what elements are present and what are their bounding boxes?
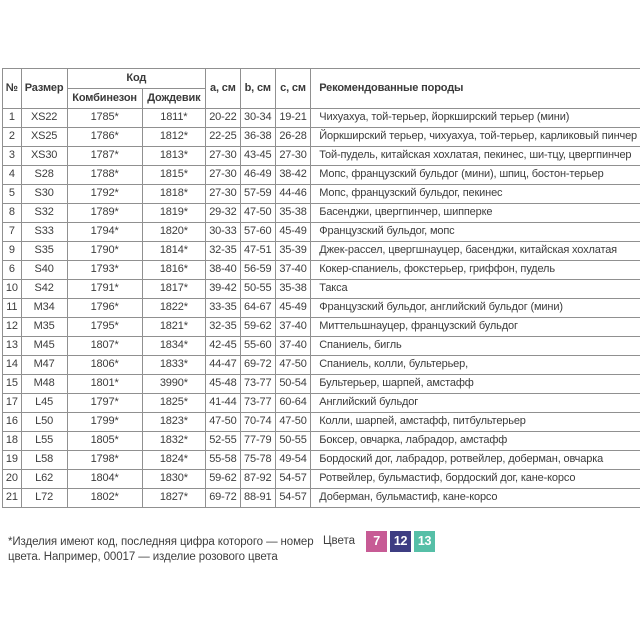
cell-breeds: Такса [311,280,640,299]
cell-size: XS30 [21,147,67,166]
table-header [3,69,640,109]
table-row [3,242,640,261]
cell-c: 37-40 [275,318,310,337]
cell-size: L58 [21,451,67,470]
table-row [3,470,640,489]
cell-b: 77-79 [240,432,275,451]
table-row [3,413,640,432]
cell-raincoat: 1827* [142,489,205,508]
cell-a: 52-55 [206,432,241,451]
cell-raincoat: 1833* [142,356,205,375]
cell-num: 2 [3,128,22,147]
cell-breeds: Английский бульдог [311,394,640,413]
cell-c: 60-64 [275,394,310,413]
cell-num: 19 [3,451,22,470]
cell-c: 45-49 [275,223,310,242]
cell-size: L55 [21,432,67,451]
table-row [3,223,640,242]
cell-raincoat: 1820* [142,223,205,242]
cell-c: 37-40 [275,261,310,280]
cell-a: 29-32 [206,204,241,223]
cell-breeds: Спаниель, бигль [311,337,640,356]
cell-num: 7 [3,223,22,242]
cell-size: M45 [21,337,67,356]
col-header-num: № [3,69,22,109]
table-body [3,109,640,508]
table-row [3,299,640,318]
cell-a: 45-48 [206,375,241,394]
cell-breeds: Боксер, овчарка, лабрадор, амстафф [311,432,640,451]
col-header-b: b, см [240,69,275,109]
cell-c: 47-50 [275,413,310,432]
cell-raincoat: 1819* [142,204,205,223]
cell-jumpsuit: 1788* [67,166,142,185]
cell-c: 19-21 [275,109,310,128]
cell-num: 1 [3,109,22,128]
cell-c: 26-28 [275,128,310,147]
cell-c: 35-38 [275,204,310,223]
cell-b: 43-45 [240,147,275,166]
footnote [8,535,320,565]
table-row [3,128,640,147]
cell-a: 69-72 [206,489,241,508]
cell-raincoat: 1832* [142,432,205,451]
cell-a: 47-50 [206,413,241,432]
table-row [3,451,640,470]
cell-b: 50-55 [240,280,275,299]
cell-num: 17 [3,394,22,413]
cell-raincoat: 1815* [142,166,205,185]
cell-c: 50-54 [275,375,310,394]
col-header-code-group: Код [67,69,206,89]
cell-num: 11 [3,299,22,318]
cell-raincoat: 1825* [142,394,205,413]
table-row [3,375,640,394]
cell-jumpsuit: 1807* [67,337,142,356]
cell-size: M35 [21,318,67,337]
cell-b: 46-49 [240,166,275,185]
cell-raincoat: 3990* [142,375,205,394]
cell-raincoat: 1830* [142,470,205,489]
cell-breeds: Ротвейлер, бульмастиф, бордоский дог, кане-корсо [311,470,640,489]
cell-jumpsuit: 1804* [67,470,142,489]
cell-jumpsuit: 1792* [67,185,142,204]
cell-jumpsuit: 1793* [67,261,142,280]
cell-b: 47-50 [240,204,275,223]
cell-c: 45-49 [275,299,310,318]
cell-size: L72 [21,489,67,508]
cell-jumpsuit: 1796* [67,299,142,318]
cell-breeds: Бордоский дог, лабрадор, ротвейлер, доберман, овчарка [311,451,640,470]
cell-size: S30 [21,185,67,204]
cell-jumpsuit: 1791* [67,280,142,299]
cell-c: 38-42 [275,166,310,185]
cell-num: 18 [3,432,22,451]
cell-num: 13 [3,337,22,356]
color-chip-7: 7 [366,531,387,552]
cell-c: 54-57 [275,470,310,489]
cell-jumpsuit: 1805* [67,432,142,451]
table-row [3,166,640,185]
cell-size: S40 [21,261,67,280]
cell-a: 42-45 [206,337,241,356]
cell-b: 73-77 [240,394,275,413]
col-header-jumpsuit: Комбинезон [67,89,142,109]
footnote-line-2: цвета. Например, 00017 — изделие розового цвета [8,551,278,563]
cell-jumpsuit: 1785* [67,109,142,128]
cell-jumpsuit: 1806* [67,356,142,375]
cell-jumpsuit: 1790* [67,242,142,261]
cell-jumpsuit: 1794* [67,223,142,242]
cell-raincoat: 1813* [142,147,205,166]
cell-jumpsuit: 1786* [67,128,142,147]
cell-breeds: Бультерьер, шарпей, амстафф [311,375,640,394]
cell-breeds: Французский бульдог, мопс [311,223,640,242]
cell-num: 20 [3,470,22,489]
cell-c: 50-55 [275,432,310,451]
cell-raincoat: 1824* [142,451,205,470]
cell-size: L50 [21,413,67,432]
cell-num: 8 [3,204,22,223]
cell-jumpsuit: 1787* [67,147,142,166]
table-row [3,337,640,356]
cell-b: 88-91 [240,489,275,508]
cell-breeds: Чихуахуа, той-терьер, йоркширский терьер (мини) [311,109,640,128]
cell-breeds: Колли, шарпей, амстафф, питбультерьер [311,413,640,432]
cell-breeds: Йоркширский терьер, чихуахуа, той-терьер, карликовый пинчер [311,128,640,147]
cell-raincoat: 1818* [142,185,205,204]
table-row [3,109,640,128]
cell-b: 59-62 [240,318,275,337]
table-row [3,185,640,204]
cell-breeds: Миттельшнауцер, французский бульдог [311,318,640,337]
cell-raincoat: 1811* [142,109,205,128]
col-header-raincoat: Дождевик [142,89,205,109]
cell-breeds: Мопс, французский бульдог, пекинес [311,185,640,204]
table-row [3,356,640,375]
cell-size: S35 [21,242,67,261]
color-chip-12: 12 [390,531,411,552]
cell-a: 27-30 [206,185,241,204]
cell-a: 27-30 [206,147,241,166]
cell-jumpsuit: 1801* [67,375,142,394]
cell-b: 36-38 [240,128,275,147]
table-row [3,489,640,508]
cell-breeds: Спаниель, колли, бультерьер, [311,356,640,375]
cell-raincoat: 1812* [142,128,205,147]
cell-b: 47-51 [240,242,275,261]
cell-breeds: Джек-рассел, цвергшнауцер, басенджи, китайская хохлатая [311,242,640,261]
cell-breeds: Доберман, бульмастиф, кане-корсо [311,489,640,508]
cell-breeds: Мопс, французский бульдог (мини), шпиц, бостон-терьер [311,166,640,185]
cell-b: 30-34 [240,109,275,128]
cell-a: 55-58 [206,451,241,470]
cell-num: 21 [3,489,22,508]
cell-num: 10 [3,280,22,299]
cell-jumpsuit: 1798* [67,451,142,470]
cell-size: L45 [21,394,67,413]
cell-c: 35-38 [275,280,310,299]
color-chips [366,531,435,552]
table-row [3,318,640,337]
cell-b: 56-59 [240,261,275,280]
cell-raincoat: 1822* [142,299,205,318]
cell-a: 22-25 [206,128,241,147]
cell-num: 15 [3,375,22,394]
cell-b: 75-78 [240,451,275,470]
cell-b: 70-74 [240,413,275,432]
cell-size: S42 [21,280,67,299]
color-chip-13: 13 [414,531,435,552]
cell-b: 57-59 [240,185,275,204]
cell-a: 20-22 [206,109,241,128]
cell-c: 49-54 [275,451,310,470]
cell-c: 54-57 [275,489,310,508]
cell-b: 87-92 [240,470,275,489]
table-row [3,204,640,223]
table-row [3,261,640,280]
cell-a: 27-30 [206,166,241,185]
cell-c: 37-40 [275,337,310,356]
table-row [3,147,640,166]
table-row [3,394,640,413]
cell-a: 41-44 [206,394,241,413]
cell-num: 5 [3,185,22,204]
cell-num: 4 [3,166,22,185]
cell-jumpsuit: 1797* [67,394,142,413]
cell-b: 55-60 [240,337,275,356]
cell-num: 16 [3,413,22,432]
cell-c: 44-46 [275,185,310,204]
cell-size: S28 [21,166,67,185]
colors-legend [323,530,435,552]
cell-size: XS25 [21,128,67,147]
cell-a: 32-35 [206,318,241,337]
size-table [2,68,640,508]
cell-raincoat: 1834* [142,337,205,356]
cell-jumpsuit: 1795* [67,318,142,337]
cell-a: 38-40 [206,261,241,280]
cell-num: 12 [3,318,22,337]
cell-size: S32 [21,204,67,223]
cell-jumpsuit: 1802* [67,489,142,508]
cell-size: M48 [21,375,67,394]
cell-c: 35-39 [275,242,310,261]
cell-a: 30-33 [206,223,241,242]
table-row [3,280,640,299]
cell-b: 64-67 [240,299,275,318]
col-header-c: c, см [275,69,310,109]
cell-num: 3 [3,147,22,166]
cell-size: M47 [21,356,67,375]
cell-size: L62 [21,470,67,489]
cell-raincoat: 1817* [142,280,205,299]
cell-raincoat: 1821* [142,318,205,337]
footnote-line-1: *Изделия имеют код, последняя цифра которого — номер [8,536,314,548]
cell-raincoat: 1823* [142,413,205,432]
cell-num: 9 [3,242,22,261]
cell-b: 57-60 [240,223,275,242]
col-header-a: a, см [206,69,241,109]
cell-b: 73-77 [240,375,275,394]
cell-breeds: Той-пудель, китайская хохлатая, пекинес, ши-тцу, цвергпинчер [311,147,640,166]
col-header-breeds: Рекомендованные породы [311,69,640,109]
cell-raincoat: 1814* [142,242,205,261]
cell-a: 32-35 [206,242,241,261]
cell-size: XS22 [21,109,67,128]
cell-raincoat: 1816* [142,261,205,280]
cell-size: S33 [21,223,67,242]
table-row [3,432,640,451]
col-header-size: Размер [21,69,67,109]
cell-a: 59-62 [206,470,241,489]
colors-label: Цвета [323,535,356,547]
cell-jumpsuit: 1789* [67,204,142,223]
cell-breeds: Французский бульдог, английский бульдог (мини) [311,299,640,318]
cell-a: 33-35 [206,299,241,318]
cell-c: 47-50 [275,356,310,375]
cell-c: 27-30 [275,147,310,166]
cell-size: M34 [21,299,67,318]
cell-a: 39-42 [206,280,241,299]
cell-num: 6 [3,261,22,280]
cell-a: 44-47 [206,356,241,375]
cell-num: 14 [3,356,22,375]
cell-jumpsuit: 1799* [67,413,142,432]
cell-breeds: Кокер-спаниель, фокстерьер, гриффон, пудель [311,261,640,280]
cell-b: 69-72 [240,356,275,375]
cell-breeds: Басенджи, цвергпинчер, шипперке [311,204,640,223]
